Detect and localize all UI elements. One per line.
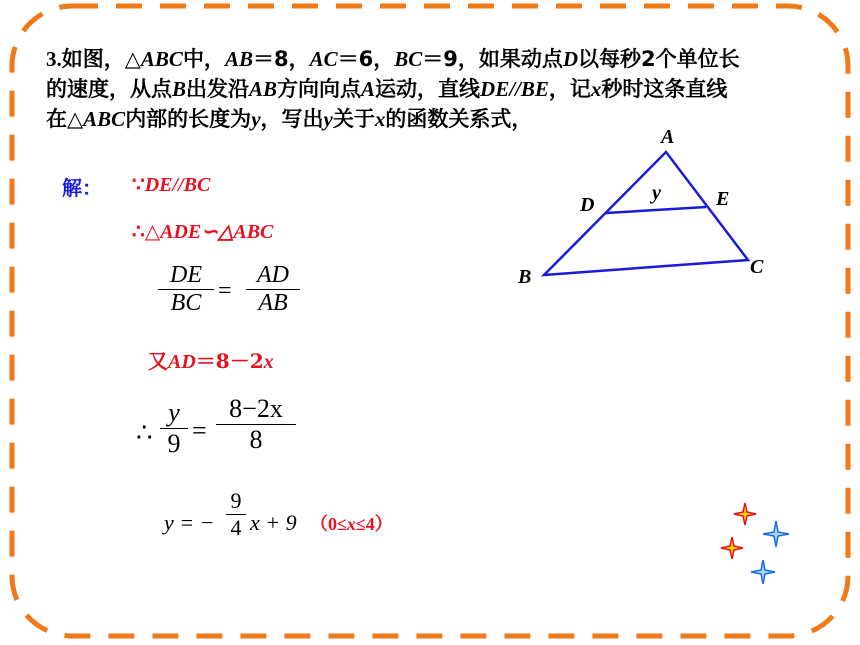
step-ad-value: 又AD＝8－2x	[148, 349, 274, 373]
vertex-e-label: E	[716, 188, 730, 210]
segment-de	[606, 207, 706, 213]
step-because: ∵DE//BC	[132, 172, 211, 196]
equals-sign-2: =	[192, 416, 207, 445]
vertex-b-label: B	[518, 266, 532, 288]
fraction-ad-ab: AD AB	[246, 262, 300, 317]
vertex-d-label: D	[580, 194, 595, 216]
sparkle-blue-icon	[751, 560, 775, 584]
final-lhs: y = −	[164, 510, 215, 535]
equals-sign: =	[218, 278, 232, 304]
sparkle-red-icon	[721, 537, 743, 559]
vertex-c-label: C	[750, 256, 764, 278]
solution-label: 解：	[62, 176, 102, 200]
vertex-a-label: A	[661, 126, 675, 148]
fraction-de-bc: DE BC	[158, 262, 214, 317]
domain-range: （0≤x≤4）	[310, 514, 393, 534]
final-rhs: x + 9	[250, 510, 297, 535]
sparkle-blue-icon	[763, 521, 789, 547]
fraction-y-9: y 9	[160, 398, 188, 459]
triangle-abc	[544, 152, 748, 275]
segment-y-label: y	[652, 182, 661, 204]
fraction-8-2x-8: 8−2x 8	[216, 394, 296, 455]
sparkle-decoration	[712, 496, 802, 591]
sparkle-red-icon	[734, 503, 756, 525]
step-similar: ∴△ADE∽△ABC	[132, 219, 274, 243]
therefore-sign: ∴	[136, 418, 153, 447]
fraction-9-4: 9 4	[226, 488, 246, 541]
problem-statement: 3.如图，△ABC中，AB＝8，AC＝6，BC＝9，如果动点D以每秒2个单位长 的速度，从点B出发沿AB方向向点A运动，直线DE//BE，记x秒时这条直线 在△ABC内部的长度为y，写出y关于x的函数关系式，	[46, 47, 740, 131]
